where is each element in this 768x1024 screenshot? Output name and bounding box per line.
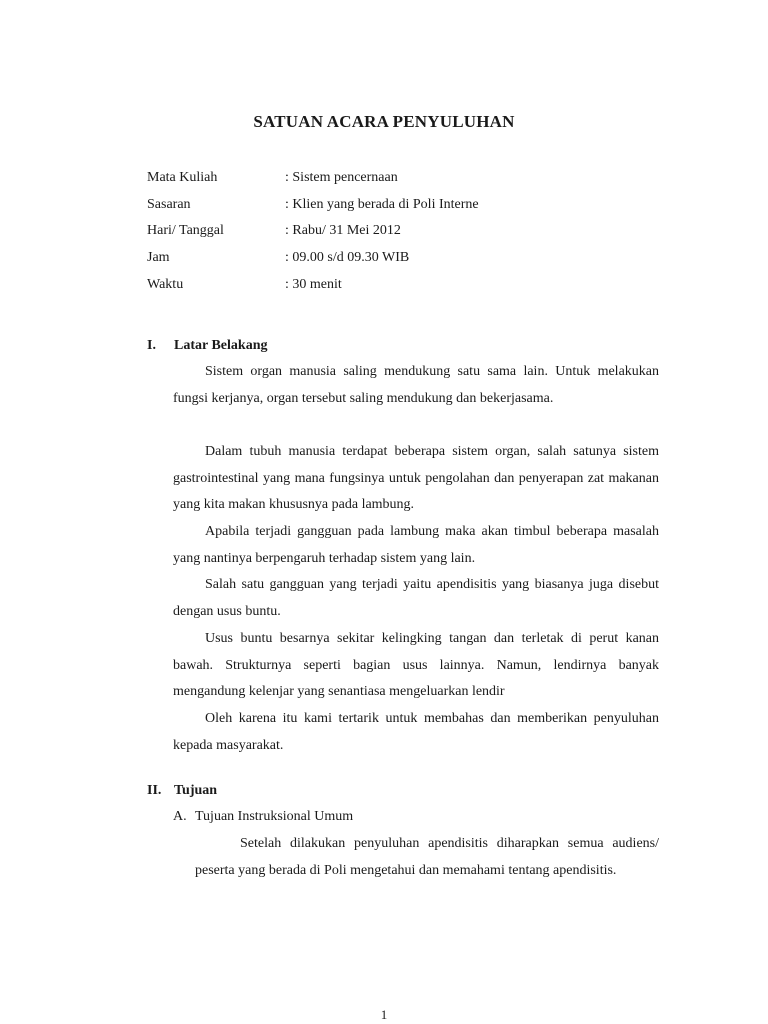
meta-value: : Sistem pencernaan (285, 170, 398, 185)
meta-row-jam (147, 248, 479, 275)
paragraph: Usus buntu besarnya sekitar kelingking tangan dan terletak di perut kanan bawah. Strukturnya seperti bagian usus lainnya. Namun, lendirnya banyak mengandung kelenjar yang senantiasa mengeluarkan lendir (173, 631, 659, 700)
paragraph: Dalam tubuh manusia terdapat beberapa sistem organ, salah satunya sistem gastrointestinal yang mana fungsinya untuk pengolahan dan penyerapan zat makanan yang kita makan khususnya pada lambung. (173, 444, 659, 513)
section-number: I. (147, 338, 156, 353)
meta-value: : Klien yang berada di Poli Interne (285, 196, 479, 212)
meta-table (147, 168, 479, 301)
subsection-title: Tujuan Instruksional Umum (195, 809, 354, 824)
page-number: 1 (380, 1007, 388, 1022)
page-title: SATUAN ACARA PENYULUHAN (253, 112, 515, 131)
paragraph: Oleh karena itu kami tertarik untuk membahas dan memberikan penyuluhan kepada masyarakat. (173, 711, 659, 753)
meta-label: Waktu (147, 276, 184, 292)
subsection-heading-tiu (173, 809, 353, 825)
meta-label: Jam (147, 250, 170, 266)
meta-label: Mata Kuliah (147, 170, 218, 185)
section-number: II. (147, 783, 162, 798)
paragraph: Apabila terjadi gangguan pada lambung maka akan timbul beberapa masalah yang nantinya berpengaruh terhadap sistem yang lain. (173, 524, 659, 566)
section-title: Latar Belakang (174, 338, 268, 353)
meta-label: Hari/ Tanggal (147, 223, 224, 239)
meta-value: : Rabu/ 31 Mei 2012 (285, 223, 401, 239)
meta-row-sasaran (147, 195, 479, 222)
paragraph: Salah satu gangguan yang terjadi yaitu apendisitis yang biasanya juga disebut dengan usus buntu. (173, 577, 659, 619)
paragraph: Setelah dilakukan penyuluhan apendisitis diharapkan semua audiens/ peserta yang berada di Poli mengetahui dan memahami tentang apendisitis. (195, 836, 659, 878)
meta-value: : 30 menit (285, 276, 342, 292)
section-title: Tujuan (174, 783, 218, 798)
section-heading-latar-belakang (147, 338, 267, 354)
meta-value: : 09.00 s/d 09.30 WIB (285, 250, 410, 266)
meta-row-hari-tanggal (147, 221, 479, 248)
meta-row-waktu (147, 275, 479, 302)
meta-label: Sasaran (147, 196, 191, 212)
section-heading-tujuan (147, 783, 217, 799)
paragraph: Sistem organ manusia saling mendukung satu sama lain. Untuk melakukan fungsi kerjanya, organ tersebut saling mendukung dan bekerjasama. (173, 364, 659, 406)
subsection-letter: A. (173, 809, 187, 824)
meta-row-mata-kuliah (147, 168, 479, 195)
